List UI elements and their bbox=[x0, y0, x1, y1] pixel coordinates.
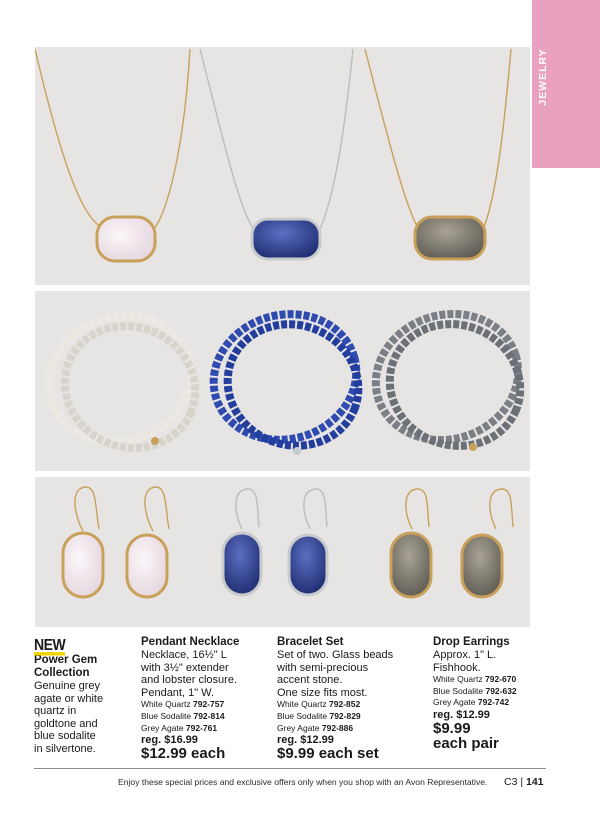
sku-row: Blue Sodalite 792-814 bbox=[141, 710, 225, 721]
necklace-info bbox=[141, 636, 271, 762]
collection-intro bbox=[34, 636, 134, 756]
collection-description: Genuine grey agate or white quartz in goldtone and blue sodalite in silvertone. bbox=[34, 680, 104, 755]
footer-disclaimer: Enjoy these special prices and exclusive offers only when you shop with an Avon Representative. bbox=[118, 777, 488, 787]
bracelet-regular-price: reg. $12.99 bbox=[277, 734, 334, 747]
earrings-illustration bbox=[35, 477, 530, 627]
collection-title: Power Gem Collection bbox=[34, 654, 98, 679]
sku-row: Blue Sodalite 792-829 bbox=[277, 710, 361, 721]
page-number: C3 | 141 bbox=[504, 776, 544, 788]
gold-accent-bead bbox=[151, 437, 159, 445]
sku-row: White Quartz 792-670 bbox=[433, 674, 517, 685]
earrings-info bbox=[433, 636, 543, 752]
gold-chain-left bbox=[35, 49, 190, 229]
blue-sodalite-bracelet bbox=[199, 298, 376, 464]
necklace-name: Pendant Necklace bbox=[141, 636, 240, 648]
earrings-sale-price: $9.99 bbox=[433, 719, 471, 737]
earrings-photo bbox=[35, 477, 530, 627]
necklace-sale-price: $12.99 each bbox=[141, 745, 226, 763]
necklace-description: Necklace, 16½" L with 3½" extender and lobster closure. Pendant, 1" W. bbox=[141, 649, 237, 699]
white-quartz-bracelet bbox=[35, 298, 214, 468]
sku-row: Grey Agate 792-742 bbox=[433, 697, 510, 708]
white-quartz-pendant bbox=[97, 217, 155, 261]
necklace-photo bbox=[35, 47, 530, 285]
bracelet-info bbox=[277, 636, 422, 762]
necklace-sku-list bbox=[141, 699, 271, 734]
silver-chain-center bbox=[200, 49, 353, 231]
blue-sodalite-pendant bbox=[252, 219, 320, 259]
sku-row: Grey Agate 792-886 bbox=[277, 722, 354, 733]
necklace-illustration bbox=[35, 47, 530, 285]
grey-agate-bracelet bbox=[359, 296, 530, 466]
sku-row: Blue Sodalite 792-632 bbox=[433, 685, 517, 696]
bracelet-photo bbox=[35, 291, 530, 471]
page-section: C3 bbox=[504, 776, 518, 788]
earrings-description: Approx. 1" L. Fishhook. bbox=[433, 649, 497, 674]
section-tab-label: JEWELRY bbox=[537, 48, 549, 106]
earrings-sku-list bbox=[433, 674, 543, 709]
sku-row: White Quartz 792-852 bbox=[277, 699, 361, 710]
bracelet-name: Bracelet Set bbox=[277, 636, 344, 648]
necklace-regular-price: reg. $16.99 bbox=[141, 734, 198, 747]
earrings-regular-price: reg. $12.99 bbox=[433, 708, 490, 721]
silver-accent-bead bbox=[293, 447, 301, 455]
bracelet-sale-price: $9.99 each set bbox=[277, 745, 379, 763]
grey-agate-earrings bbox=[391, 489, 513, 597]
bracelet-sku-list bbox=[277, 699, 422, 734]
white-quartz-earrings bbox=[63, 487, 169, 597]
footer-divider bbox=[34, 768, 546, 769]
new-badge: NEW bbox=[34, 636, 65, 656]
earrings-name: Drop Earrings bbox=[433, 636, 510, 648]
bracelet-illustration bbox=[35, 291, 530, 471]
page-number-value: 141 bbox=[526, 776, 544, 788]
gold-chain-right bbox=[365, 49, 511, 229]
earrings-price-unit: each pair bbox=[433, 735, 499, 753]
sku-row: White Quartz 792-757 bbox=[141, 699, 225, 710]
sku-row: Grey Agate 792-761 bbox=[141, 722, 218, 733]
grey-agate-pendant bbox=[415, 217, 485, 259]
bracelet-description: Set of two. Glass beads with semi-precious accent stone. One size fits most. bbox=[277, 649, 394, 699]
gold-accent-bead bbox=[469, 443, 477, 451]
blue-sodalite-earrings bbox=[223, 489, 327, 595]
